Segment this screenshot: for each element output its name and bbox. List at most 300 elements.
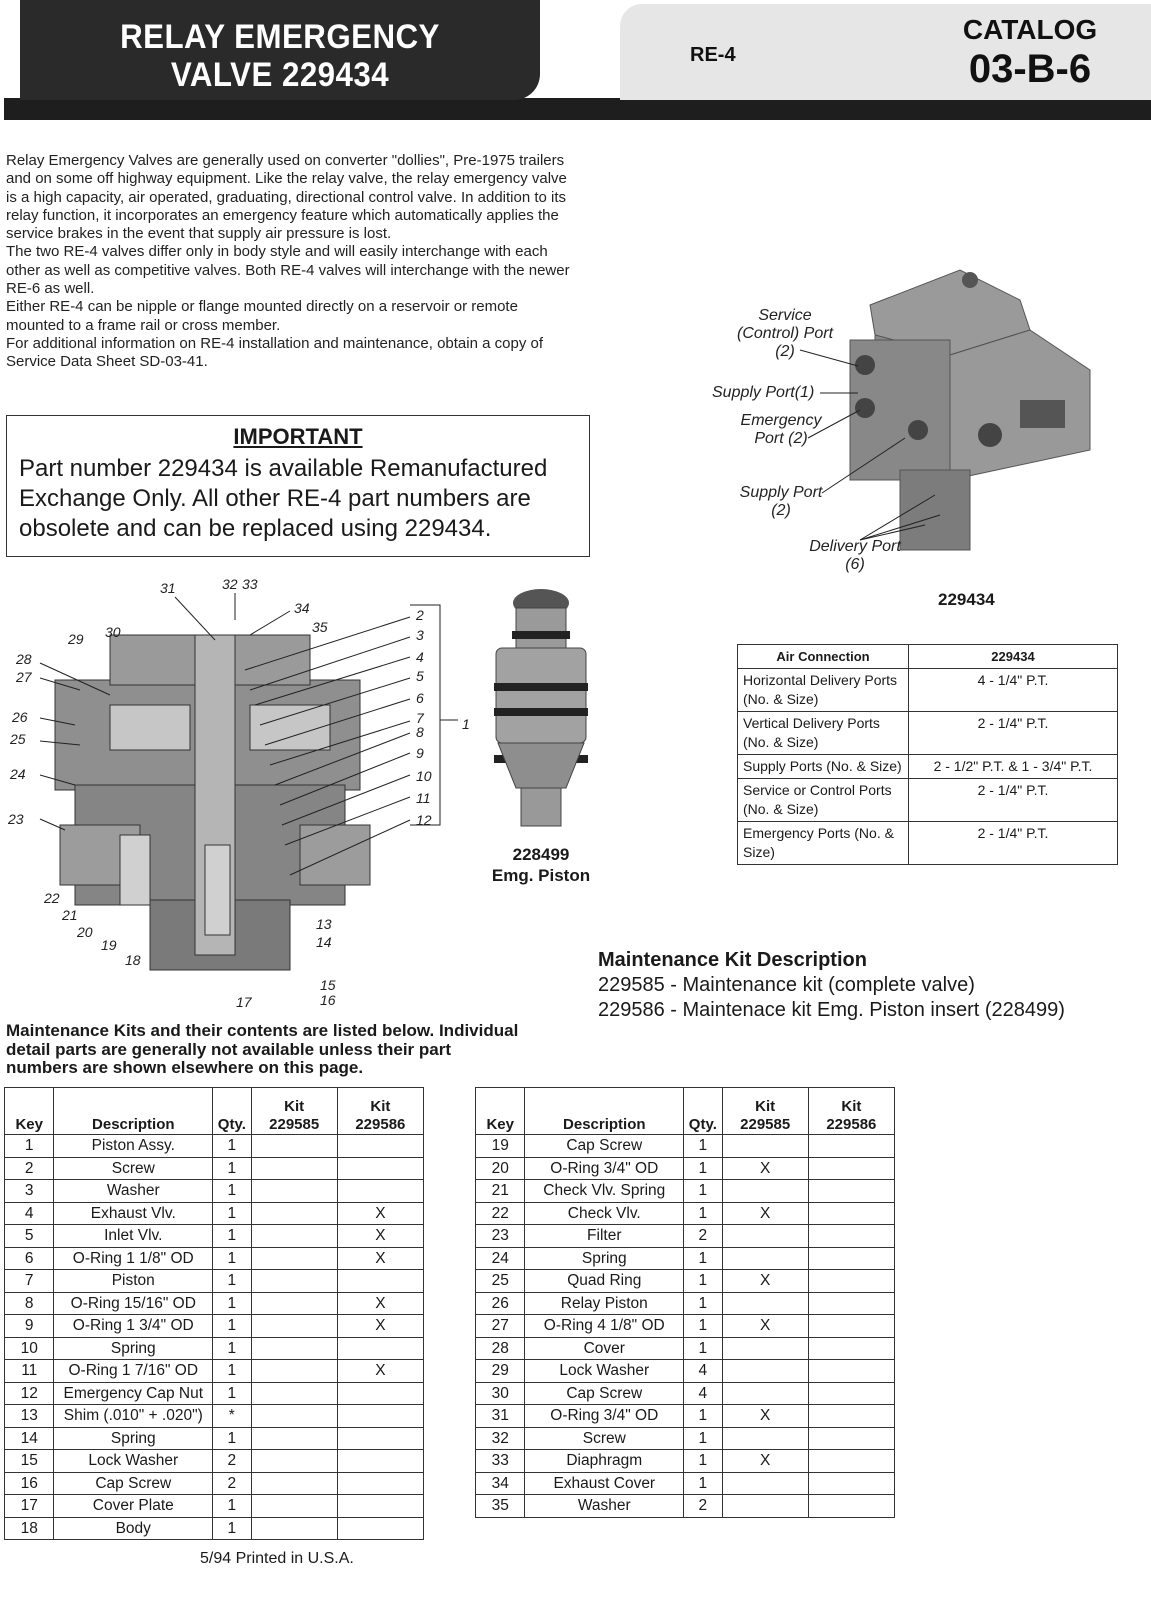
table-row — [738, 822, 1118, 865]
kit-number: 229585 — [740, 1116, 791, 1133]
table-cell: O-Ring 1 3/4" OD — [54, 1315, 213, 1338]
table-cell: X — [337, 1202, 423, 1225]
table-header: Air Connection — [738, 645, 909, 669]
table-cell — [808, 1135, 894, 1158]
table-cell: 1 — [684, 1180, 723, 1203]
header-band — [4, 98, 1151, 120]
table-cell — [337, 1180, 423, 1203]
table-cell: O-Ring 3/4" OD — [525, 1405, 684, 1428]
table-cell: 27 — [476, 1315, 525, 1338]
diagram-label: 3 — [416, 627, 424, 643]
table-cell: Lock Washer — [54, 1450, 213, 1473]
table-cell — [337, 1135, 423, 1158]
table-cell — [251, 1382, 337, 1405]
table-row — [5, 1382, 424, 1405]
table-cell: 24 — [476, 1247, 525, 1270]
table-cell: Inlet Vlv. — [54, 1225, 213, 1248]
table-cell: O-Ring 4 1/8" OD — [525, 1315, 684, 1338]
table-row — [5, 1450, 424, 1473]
table-cell: X — [722, 1405, 808, 1428]
table-cell: 2 — [684, 1225, 723, 1248]
table-cell — [808, 1495, 894, 1518]
table-cell: Exhaust Vlv. — [54, 1202, 213, 1225]
table-row — [476, 1292, 895, 1315]
table-cell: 6 — [5, 1247, 54, 1270]
table-row — [5, 1180, 424, 1203]
diagram-label: 18 — [125, 952, 141, 968]
table-cell: Exhaust Cover — [525, 1472, 684, 1495]
diagram-label: 28 — [16, 651, 32, 667]
table-cell: Quad Ring — [525, 1270, 684, 1293]
table-cell — [808, 1405, 894, 1428]
table-cell: 15 — [5, 1450, 54, 1473]
table-cell: X — [337, 1247, 423, 1270]
diagram-label: 2 — [416, 607, 424, 623]
diagram-label: 35 — [312, 619, 328, 635]
parts-table-left — [4, 1087, 424, 1540]
table-row — [5, 1360, 424, 1383]
table-cell — [337, 1405, 423, 1428]
maintenance-kit-line: 229586 - Maintenace kit Emg. Piston insert (228499) — [598, 999, 1065, 1021]
table-cell: 14 — [5, 1427, 54, 1450]
table-cell: 30 — [476, 1382, 525, 1405]
table-cell: 11 — [5, 1360, 54, 1383]
table-cell — [251, 1517, 337, 1540]
diagram-label: 7 — [416, 710, 424, 726]
table-cell: Spring — [54, 1337, 213, 1360]
table-cell: Cap Screw — [54, 1472, 213, 1495]
delivery-port-caption — [805, 538, 905, 574]
table-cell: 2 — [213, 1450, 252, 1473]
table-cell — [808, 1450, 894, 1473]
table-header: 229434 — [909, 645, 1118, 669]
table-cell — [337, 1270, 423, 1293]
service-port-caption — [735, 307, 835, 361]
col-key: Key — [5, 1088, 54, 1135]
table-cell — [722, 1247, 808, 1270]
table-cell — [251, 1450, 337, 1473]
table-cell: 2 - 1/2" P.T. & 1 - 3/4" P.T. — [909, 755, 1118, 779]
table-cell: Screw — [54, 1157, 213, 1180]
page-title — [59, 18, 501, 94]
table-cell — [337, 1382, 423, 1405]
table-cell: 1 — [5, 1135, 54, 1158]
table-cell: 1 — [213, 1427, 252, 1450]
table-cell: 18 — [5, 1517, 54, 1540]
kit-label: Kit — [284, 1098, 305, 1115]
table-cell — [251, 1337, 337, 1360]
table-cell: Washer — [525, 1495, 684, 1518]
diagram-label: 17 — [236, 994, 252, 1010]
table-header-row — [5, 1088, 424, 1135]
table-cell: 1 — [684, 1202, 723, 1225]
table-cell: Diaphragm — [525, 1450, 684, 1473]
diagram-label: 31 — [160, 580, 176, 596]
table-cell — [722, 1382, 808, 1405]
table-cell: Vertical Delivery Ports (No. & Size) — [738, 712, 909, 755]
table-row — [738, 779, 1118, 822]
col-description: Description — [54, 1088, 213, 1135]
table-cell: Spring — [54, 1427, 213, 1450]
table-cell: Supply Ports (No. & Size) — [738, 755, 909, 779]
table-cell: Horizontal Delivery Ports (No. & Size) — [738, 669, 909, 712]
table-cell: O-Ring 3/4" OD — [525, 1157, 684, 1180]
catalog-block — [930, 14, 1130, 92]
table-cell: 2 — [684, 1495, 723, 1518]
title-line-1: RELAY EMERGENCY — [120, 18, 440, 56]
table-cell: 1 — [684, 1135, 723, 1158]
table-cell: 22 — [476, 1202, 525, 1225]
table-row — [476, 1405, 895, 1428]
table-cell: Body — [54, 1517, 213, 1540]
diagram-label: 19 — [101, 937, 117, 953]
intro-paragraph: The two RE-4 valves differ only in body style and will easily interchange with each other as well as competitive valves. Both RE-4 valves will interchange with the newer RE-6 as well. — [6, 243, 570, 298]
emergency-port-caption — [736, 412, 826, 448]
diagram-label: 27 — [16, 669, 32, 685]
table-row — [5, 1495, 424, 1518]
table-cell — [722, 1292, 808, 1315]
table-cell: 1 — [684, 1270, 723, 1293]
col-qty: Qty. — [213, 1088, 252, 1135]
table-cell: Cap Screw — [525, 1382, 684, 1405]
table-cell: Cover — [525, 1337, 684, 1360]
catalog-number: 03-B-6 — [968, 47, 1092, 91]
table-row — [476, 1450, 895, 1473]
table-row — [738, 755, 1118, 779]
table-cell — [251, 1315, 337, 1338]
table-cell: 1 — [213, 1270, 252, 1293]
table-cell — [251, 1405, 337, 1428]
table-cell: 34 — [476, 1472, 525, 1495]
table-cell — [808, 1472, 894, 1495]
piston-part-number: 228499 — [512, 845, 570, 864]
caption-line: Supply Port — [739, 484, 823, 501]
table-cell — [251, 1360, 337, 1383]
table-cell: X — [337, 1315, 423, 1338]
table-cell: 8 — [5, 1292, 54, 1315]
table-cell — [722, 1360, 808, 1383]
table-cell — [337, 1495, 423, 1518]
diagram-label: 33 — [242, 576, 258, 592]
table-cell: 2 — [5, 1157, 54, 1180]
table-row — [5, 1427, 424, 1450]
table-cell: 1 — [684, 1315, 723, 1338]
table-cell: Emergency Ports (No. & Size) — [738, 822, 909, 865]
table-cell: Emergency Cap Nut — [54, 1382, 213, 1405]
kit-label: Kit — [370, 1098, 391, 1115]
table-cell — [808, 1202, 894, 1225]
table-row — [476, 1180, 895, 1203]
table-cell — [808, 1292, 894, 1315]
diagram-label: 15 — [320, 977, 336, 993]
table-cell: X — [337, 1292, 423, 1315]
table-cell — [251, 1157, 337, 1180]
table-cell: X — [722, 1157, 808, 1180]
table-cell: 4 — [684, 1382, 723, 1405]
title-line-2: VALVE 229434 — [170, 56, 390, 94]
table-cell: 35 — [476, 1495, 525, 1518]
table-cell — [251, 1270, 337, 1293]
table-cell — [722, 1225, 808, 1248]
col-kit-229585 — [251, 1088, 337, 1135]
piston-photo — [486, 583, 596, 833]
table-cell: X — [722, 1270, 808, 1293]
table-cell: 26 — [476, 1292, 525, 1315]
valve-body-drawing — [850, 270, 1090, 550]
table-cell: O-Ring 1 1/8" OD — [54, 1247, 213, 1270]
caption-line: Service — [758, 307, 812, 324]
diagram-label: 5 — [416, 668, 424, 684]
table-row — [5, 1202, 424, 1225]
table-cell: O-Ring 15/16" OD — [54, 1292, 213, 1315]
air-connection-table — [737, 644, 1118, 865]
table-cell: 2 - 1/4" P.T. — [909, 712, 1118, 755]
table-cell: Check Vlv. — [525, 1202, 684, 1225]
col-kit-229585 — [722, 1088, 808, 1135]
kit-number: 229586 — [826, 1116, 877, 1133]
diagram-label: 22 — [44, 890, 60, 906]
table-cell: 23 — [476, 1225, 525, 1248]
col-qty: Qty. — [684, 1088, 723, 1135]
table-row — [5, 1225, 424, 1248]
table-cell: 19 — [476, 1135, 525, 1158]
table-cell: 1 — [213, 1517, 252, 1540]
table-cell — [337, 1427, 423, 1450]
table-cell: 1 — [684, 1427, 723, 1450]
table-cell: 21 — [476, 1180, 525, 1203]
table-row — [5, 1135, 424, 1158]
table-cell: 1 — [684, 1157, 723, 1180]
table-header-row — [476, 1088, 895, 1135]
table-cell: 5 — [5, 1225, 54, 1248]
col-kit-229586 — [808, 1088, 894, 1135]
table-cell: Washer — [54, 1180, 213, 1203]
table-cell — [808, 1337, 894, 1360]
table-cell: 1 — [213, 1360, 252, 1383]
table-cell: 2 — [213, 1472, 252, 1495]
table-cell: 1 — [684, 1292, 723, 1315]
supply-port-2-caption — [736, 484, 826, 520]
table-cell: X — [722, 1450, 808, 1473]
table-cell: 17 — [5, 1495, 54, 1518]
valve-part-number: 229434 — [938, 590, 995, 609]
table-row — [5, 1292, 424, 1315]
table-cell: 28 — [476, 1337, 525, 1360]
table-cell: 1 — [213, 1495, 252, 1518]
table-cell: X — [337, 1225, 423, 1248]
table-cell — [251, 1202, 337, 1225]
maintenance-kit-title: Maintenance Kit Description — [598, 949, 867, 971]
maintenance-kit-description — [598, 948, 1138, 1023]
table-cell: 1 — [213, 1382, 252, 1405]
table-cell — [808, 1315, 894, 1338]
piston-name: Emg. Piston — [491, 866, 591, 885]
caption-line: Emergency — [740, 412, 822, 429]
caption-line: (2) — [775, 343, 795, 360]
table-row — [476, 1157, 895, 1180]
table-cell — [808, 1157, 894, 1180]
table-row — [476, 1427, 895, 1450]
caption-line: Delivery Port — [809, 538, 901, 555]
table-cell: 31 — [476, 1405, 525, 1428]
table-cell — [251, 1180, 337, 1203]
table-cell: 16 — [5, 1472, 54, 1495]
table-cell: Service or Control Ports (No. & Size) — [738, 779, 909, 822]
maintenance-kit-line: 229585 - Maintenance kit (complete valve) — [598, 974, 975, 996]
diagram-label: 30 — [105, 624, 121, 640]
footer-print-info: 5/94 Printed in U.S.A. — [200, 1550, 354, 1567]
table-cell: 29 — [476, 1360, 525, 1383]
kits-note: Maintenance Kits and their contents are listed below. Individual detail parts are generally not available unless their part numbers are shown elsewhere on this page. — [6, 1021, 519, 1077]
table-row — [738, 712, 1118, 755]
kit-label: Kit — [841, 1098, 862, 1115]
diagram-label: 9 — [416, 745, 424, 761]
table-cell — [251, 1427, 337, 1450]
table-cell — [808, 1270, 894, 1293]
table-cell: 1 — [684, 1337, 723, 1360]
table-cell — [251, 1292, 337, 1315]
caption-line: (6) — [845, 556, 865, 573]
supply-port-caption: Supply Port(1) — [712, 384, 815, 401]
table-cell — [808, 1382, 894, 1405]
col-key: Key — [476, 1088, 525, 1135]
table-cell: Spring — [525, 1247, 684, 1270]
diagram-label: 26 — [12, 709, 28, 725]
table-cell: 1 — [213, 1225, 252, 1248]
table-cell: 2 - 1/4" P.T. — [909, 822, 1118, 865]
caption-line: Port (2) — [754, 430, 808, 447]
table-cell: 33 — [476, 1450, 525, 1473]
table-row — [476, 1270, 895, 1293]
piston-drawing — [494, 589, 588, 826]
table-cell: 32 — [476, 1427, 525, 1450]
model-label: RE-4 — [690, 44, 736, 66]
kit-number: 229585 — [269, 1116, 320, 1133]
kit-label: Kit — [755, 1098, 776, 1115]
col-description: Description — [525, 1088, 684, 1135]
table-cell — [251, 1225, 337, 1248]
table-cell: 1 — [684, 1450, 723, 1473]
table-cell — [722, 1495, 808, 1518]
table-cell — [337, 1517, 423, 1540]
table-row — [476, 1225, 895, 1248]
table-row — [476, 1360, 895, 1383]
table-cell: 2 - 1/4" P.T. — [909, 779, 1118, 822]
caption-line: (Control) Port — [736, 325, 834, 342]
diagram-label: 24 — [10, 766, 26, 782]
diagram-label: 21 — [62, 907, 78, 923]
diagram-label: 13 — [316, 916, 332, 932]
table-cell — [251, 1247, 337, 1270]
table-cell: 1 — [213, 1315, 252, 1338]
table-cell — [251, 1495, 337, 1518]
table-cell: 4 — [684, 1360, 723, 1383]
diagram-label: 25 — [10, 731, 26, 747]
table-cell: O-Ring 1 7/16" OD — [54, 1360, 213, 1383]
caption-line: (2) — [771, 502, 791, 519]
table-row — [476, 1135, 895, 1158]
important-text: Part number 229434 is available Remanufactured Exchange Only. All other RE-4 part numbers are obsolete and can be replaced using 229434. — [19, 455, 548, 542]
diagram-label: 8 — [416, 724, 424, 740]
table-row — [738, 669, 1118, 712]
table-cell — [808, 1247, 894, 1270]
table-cell: 13 — [5, 1405, 54, 1428]
important-title: IMPORTANT — [233, 424, 363, 449]
table-cell: 1 — [213, 1337, 252, 1360]
table-cell: 1 — [684, 1405, 723, 1428]
table-cell: Shim (.010" + .020") — [54, 1405, 213, 1428]
table-row — [476, 1337, 895, 1360]
table-cell: Filter — [525, 1225, 684, 1248]
table-cell — [722, 1472, 808, 1495]
table-row — [476, 1382, 895, 1405]
diagram-label: 4 — [416, 649, 424, 665]
intro-text — [6, 152, 576, 372]
table-cell: 20 — [476, 1157, 525, 1180]
kit-number: 229586 — [355, 1116, 406, 1133]
table-cell — [808, 1180, 894, 1203]
diagram-label: 10 — [416, 768, 432, 784]
table-row — [5, 1517, 424, 1540]
diagram-label: 32 — [222, 576, 238, 592]
table-cell — [337, 1337, 423, 1360]
table-row — [5, 1405, 424, 1428]
table-cell — [808, 1427, 894, 1450]
table-cell: 1 — [684, 1472, 723, 1495]
table-cell — [722, 1337, 808, 1360]
table-cell: 4 — [5, 1202, 54, 1225]
table-row — [476, 1472, 895, 1495]
table-cell: Piston Assy. — [54, 1135, 213, 1158]
table-cell: 7 — [5, 1270, 54, 1293]
table-cell — [251, 1472, 337, 1495]
table-cell: 1 — [213, 1292, 252, 1315]
intro-paragraph: Either RE-4 can be nipple or flange mounted directly on a reservoir or remote mounted to a frame rail or cross member. — [6, 298, 518, 334]
table-cell: Screw — [525, 1427, 684, 1450]
table-cell: 1 — [213, 1157, 252, 1180]
table-cell: Lock Washer — [525, 1360, 684, 1383]
table-cell: Check Vlv. Spring — [525, 1180, 684, 1203]
table-row — [5, 1315, 424, 1338]
table-row — [476, 1202, 895, 1225]
important-notice — [6, 415, 590, 557]
intro-paragraph: Relay Emergency Valves are generally used on converter "dollies", Pre-1975 trailers and on some off highway equipment. Like the relay valve, the relay emergency valve is a high capacity, air operated, graduating, directional control valve. In addition to its relay function, it incorporates an emergency feature which automatically applies the service brakes in the event that supply air pressure is lost. — [6, 152, 567, 243]
table-cell: X — [337, 1360, 423, 1383]
diagram-label: 20 — [77, 924, 93, 940]
table-cell: Relay Piston — [525, 1292, 684, 1315]
table-row — [5, 1247, 424, 1270]
table-cell: 1 — [213, 1180, 252, 1203]
table-row — [5, 1270, 424, 1293]
table-cell: 4 - 1/4" P.T. — [909, 669, 1118, 712]
piston-caption — [486, 844, 596, 886]
table-cell: Cover Plate — [54, 1495, 213, 1518]
table-cell: X — [722, 1315, 808, 1338]
table-cell — [808, 1360, 894, 1383]
diagram-label: 6 — [416, 690, 424, 706]
table-cell — [251, 1135, 337, 1158]
table-cell: 10 — [5, 1337, 54, 1360]
diagram-label: 34 — [294, 600, 310, 616]
diagram-label: 1 — [462, 716, 470, 732]
table-row — [476, 1495, 895, 1518]
table-cell: * — [213, 1405, 252, 1428]
diagram-label: 14 — [316, 934, 332, 950]
table-cell: 1 — [213, 1247, 252, 1270]
table-row — [5, 1472, 424, 1495]
table-row — [476, 1315, 895, 1338]
table-cell — [722, 1135, 808, 1158]
